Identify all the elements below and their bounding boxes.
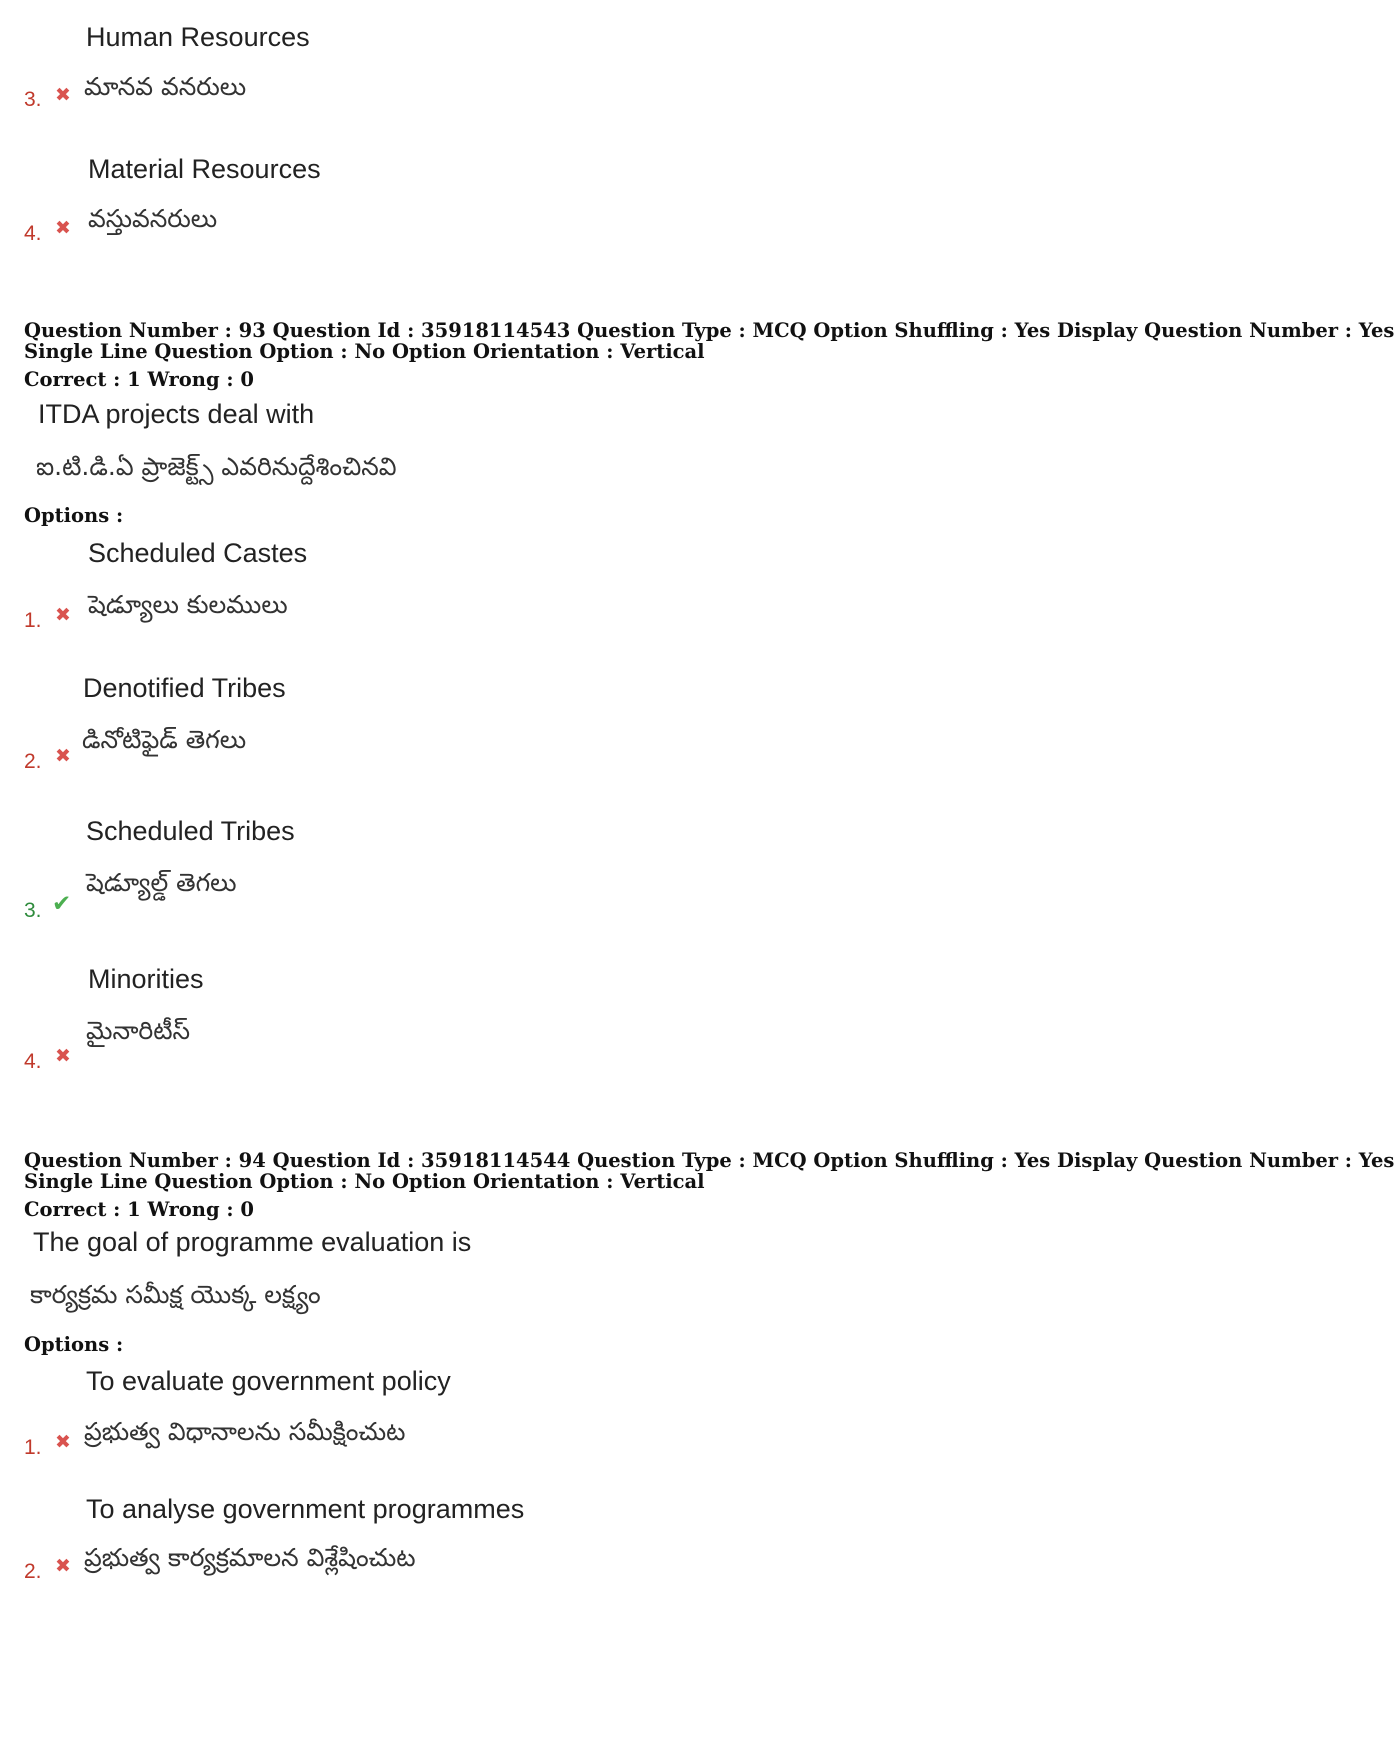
check-mark-icon: ✔ bbox=[52, 891, 72, 917]
option-number: 3. bbox=[24, 88, 42, 111]
option-telugu: షెడ్యూలు కులములు bbox=[88, 590, 288, 619]
question-meta-options: Single Line Question Option : No Option Orientation : Vertical bbox=[24, 1170, 705, 1193]
option-number: 1. bbox=[24, 1436, 42, 1459]
option-english: Human Resources bbox=[86, 22, 310, 52]
question-marks: Correct : 1 Wrong : 0 bbox=[24, 1198, 254, 1221]
wrong-mark-icon: ✖ bbox=[55, 745, 71, 767]
option-english: To evaluate government policy bbox=[86, 1366, 451, 1396]
option-telugu: షెడ్యూల్డ్ తెగలు bbox=[86, 868, 237, 897]
question-meta-options: Single Line Question Option : No Option Orientation : Vertical bbox=[24, 340, 705, 363]
question-text-telugu: కార్యక్రమ సమీక్ష యొక్క లక్ష్యం bbox=[30, 1280, 321, 1309]
option-number: 1. bbox=[24, 609, 42, 632]
question-text-english: The goal of programme evaluation is bbox=[33, 1227, 472, 1257]
option-number: 2. bbox=[24, 1560, 42, 1583]
option-telugu: మైనారిటీస్ bbox=[86, 1016, 191, 1045]
option-english: To analyse government programmes bbox=[86, 1494, 525, 1524]
option-number: 3. bbox=[24, 899, 42, 922]
wrong-mark-icon: ✖ bbox=[55, 84, 71, 106]
wrong-mark-icon: ✖ bbox=[55, 604, 71, 626]
option-number: 4. bbox=[24, 222, 42, 245]
options-label: Options : bbox=[24, 504, 124, 527]
option-english: Scheduled Tribes bbox=[86, 816, 295, 846]
option-telugu: ప్రభుత్వ కార్యక్రమాలన విశ్లేషించుట bbox=[84, 1543, 416, 1572]
question-marks: Correct : 1 Wrong : 0 bbox=[24, 368, 254, 391]
option-english: Scheduled Castes bbox=[88, 538, 308, 568]
wrong-mark-icon: ✖ bbox=[55, 1431, 71, 1453]
wrong-mark-icon: ✖ bbox=[55, 1555, 71, 1577]
option-number: 2. bbox=[24, 750, 42, 773]
option-number: 4. bbox=[24, 1050, 42, 1073]
option-telugu: ప్రభుత్వ విధానాలను సమీక్షించుట bbox=[84, 1417, 406, 1446]
option-english: Minorities bbox=[88, 964, 204, 994]
option-telugu: మానవ వనరులు bbox=[84, 72, 247, 101]
option-english: Denotified Tribes bbox=[83, 673, 286, 703]
question-text-telugu: ఐ.టి.డి.ఏ ప్రాజెక్ట్స్ ఎవరినుద్దేశించినవి bbox=[36, 452, 397, 481]
question-text-english: ITDA projects deal with bbox=[38, 399, 315, 429]
options-label: Options : bbox=[24, 1333, 124, 1356]
wrong-mark-icon: ✖ bbox=[55, 1045, 71, 1067]
option-english: Material Resources bbox=[88, 154, 321, 184]
question-meta: Question Number : 93 Question Id : 35918114543 Question Type : MCQ Option Shuffling : Yes Display Question Number : Yes bbox=[24, 319, 1394, 342]
option-telugu: వస్తువనరులు bbox=[88, 204, 218, 233]
wrong-mark-icon: ✖ bbox=[55, 217, 71, 239]
question-meta: Question Number : 94 Question Id : 35918114544 Question Type : MCQ Option Shuffling : Yes Display Question Number : Yes bbox=[24, 1149, 1394, 1172]
option-telugu: డినోటిఫైడ్ తెగలు bbox=[82, 725, 247, 754]
